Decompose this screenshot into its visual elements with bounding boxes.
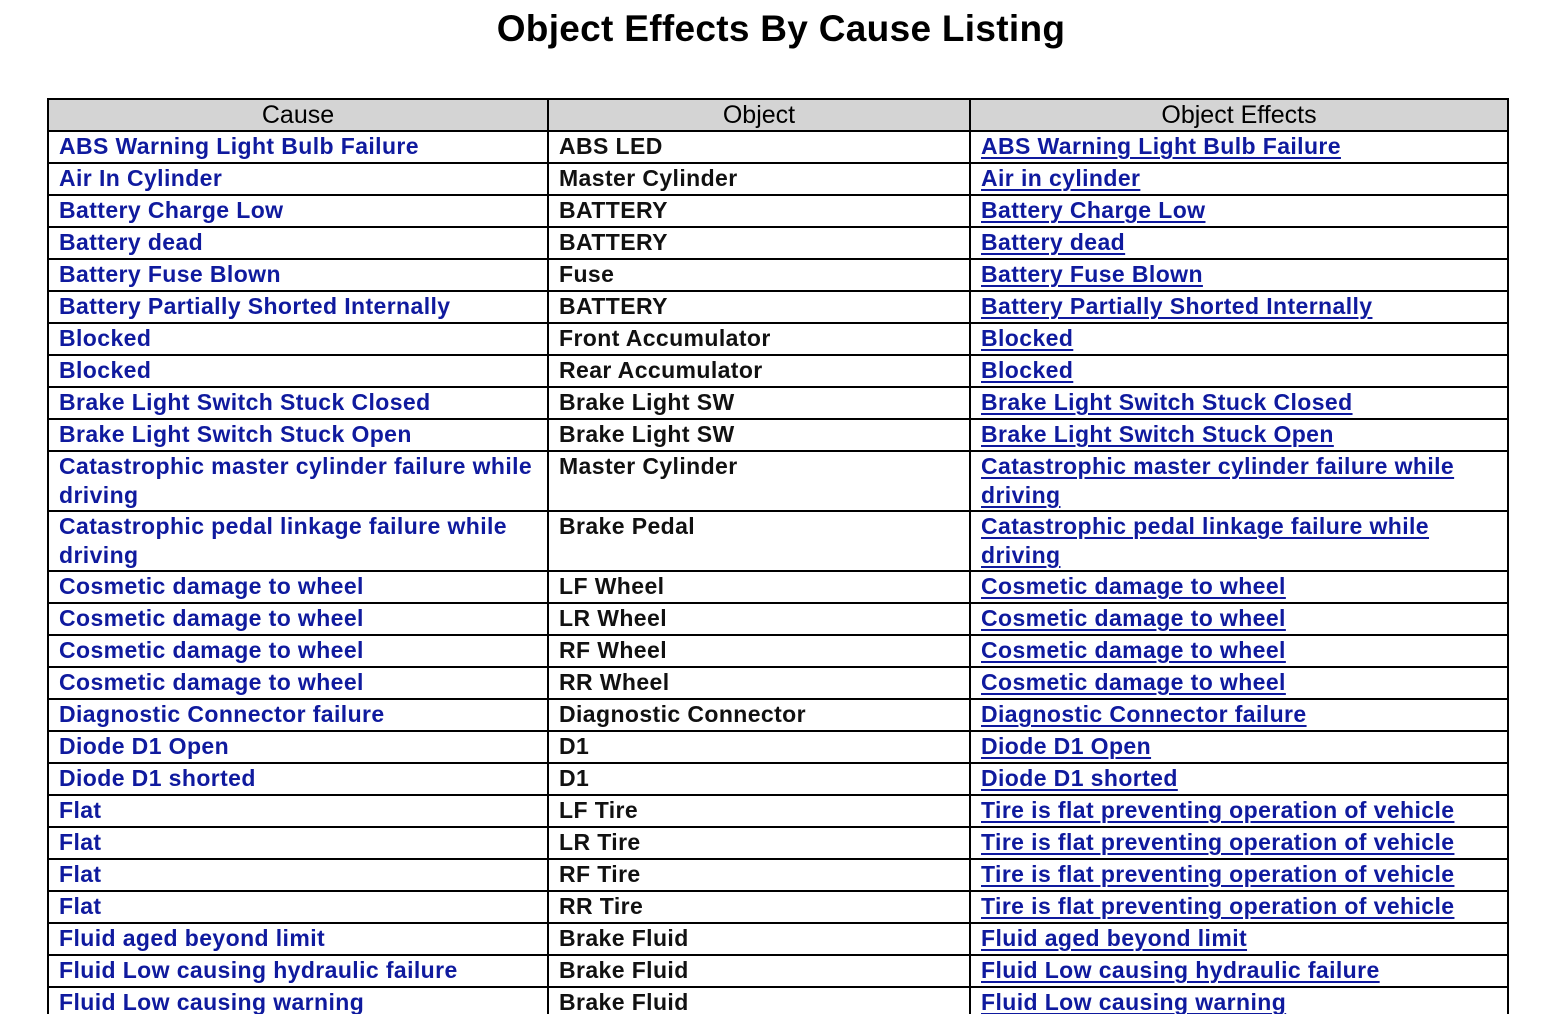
effect-link[interactable]: Tire is flat preventing operation of vehicle [981, 893, 1455, 919]
cause-cell: Cosmetic damage to wheel [48, 635, 548, 667]
effect-cell [970, 923, 1508, 955]
cause-cell: Battery Charge Low [48, 195, 548, 227]
cause-cell: Flat [48, 859, 548, 891]
cause-cell: Brake Light Switch Stuck Closed [48, 387, 548, 419]
effect-cell [970, 699, 1508, 731]
effect-cell [970, 731, 1508, 763]
table-row [48, 667, 1508, 699]
effect-link[interactable]: Blocked [981, 357, 1074, 383]
effect-cell [970, 635, 1508, 667]
effect-cell [970, 667, 1508, 699]
cause-cell: Diode D1 Open [48, 731, 548, 763]
object-cell: Brake Light SW [548, 387, 970, 419]
effect-cell [970, 355, 1508, 387]
table-row [48, 795, 1508, 827]
object-cell: LF Tire [548, 795, 970, 827]
effect-link[interactable]: Battery Charge Low [981, 197, 1206, 223]
effect-cell [970, 571, 1508, 603]
effect-link[interactable]: Tire is flat preventing operation of vehicle [981, 829, 1455, 855]
object-cell: RF Tire [548, 859, 970, 891]
object-cell: D1 [548, 763, 970, 795]
effect-link[interactable]: Diagnostic Connector failure [981, 701, 1307, 727]
table-row [48, 763, 1508, 795]
object-cell: Fuse [548, 259, 970, 291]
effect-link[interactable]: Brake Light Switch Stuck Open [981, 421, 1334, 447]
effect-link[interactable]: Cosmetic damage to wheel [981, 573, 1286, 599]
table-row [48, 419, 1508, 451]
effect-cell [970, 227, 1508, 259]
cause-cell: Flat [48, 795, 548, 827]
effect-cell [970, 291, 1508, 323]
table-row [48, 451, 1508, 511]
effect-link[interactable]: Brake Light Switch Stuck Closed [981, 389, 1353, 415]
cause-cell: Blocked [48, 323, 548, 355]
effect-cell [970, 987, 1508, 1014]
object-cell: Master Cylinder [548, 451, 970, 511]
effect-link[interactable]: Cosmetic damage to wheel [981, 637, 1286, 663]
object-cell: RR Tire [548, 891, 970, 923]
effect-cell [970, 763, 1508, 795]
table-row [48, 603, 1508, 635]
header-object: Object [548, 99, 970, 131]
table-row [48, 131, 1508, 163]
table-row [48, 227, 1508, 259]
effect-cell [970, 827, 1508, 859]
object-cell: Brake Pedal [548, 511, 970, 571]
table-row [48, 987, 1508, 1014]
table-row [48, 195, 1508, 227]
effect-cell [970, 859, 1508, 891]
cause-cell: Fluid Low causing hydraulic failure [48, 955, 548, 987]
table-row [48, 635, 1508, 667]
table-row [48, 355, 1508, 387]
object-cell: BATTERY [548, 291, 970, 323]
object-cell: BATTERY [548, 195, 970, 227]
effect-link[interactable]: Fluid aged beyond limit [981, 925, 1248, 951]
table-row [48, 323, 1508, 355]
object-cell: Brake Fluid [548, 955, 970, 987]
object-cell: Diagnostic Connector [548, 699, 970, 731]
table-row [48, 827, 1508, 859]
object-cell: ABS LED [548, 131, 970, 163]
table-row [48, 571, 1508, 603]
cause-cell: Flat [48, 891, 548, 923]
table-row [48, 699, 1508, 731]
object-cell: LR Tire [548, 827, 970, 859]
table-row [48, 859, 1508, 891]
effect-link[interactable]: Cosmetic damage to wheel [981, 669, 1286, 695]
cause-cell: Battery Fuse Blown [48, 259, 548, 291]
object-cell: Master Cylinder [548, 163, 970, 195]
cause-cell: ABS Warning Light Bulb Failure [48, 131, 548, 163]
effect-cell [970, 387, 1508, 419]
cause-cell: Battery Partially Shorted Internally [48, 291, 548, 323]
page-title: Object Effects By Cause Listing [496, 8, 1066, 49]
cause-cell: Diagnostic Connector failure [48, 699, 548, 731]
effect-link[interactable]: Fluid Low causing warning [981, 989, 1287, 1014]
effect-link[interactable]: Diode D1 shorted [981, 765, 1178, 791]
effect-link[interactable]: Blocked [981, 325, 1074, 351]
table-body [48, 131, 1508, 1014]
effect-link[interactable]: Fluid Low causing hydraulic failure [981, 957, 1380, 983]
object-cell: Brake Fluid [548, 923, 970, 955]
object-cell: D1 [548, 731, 970, 763]
table-row [48, 259, 1508, 291]
cause-cell: Flat [48, 827, 548, 859]
effect-cell [970, 891, 1508, 923]
object-cell: RR Wheel [548, 667, 970, 699]
table-row [48, 511, 1508, 571]
effect-cell [970, 259, 1508, 291]
object-cell: Brake Light SW [548, 419, 970, 451]
object-cell: RF Wheel [548, 635, 970, 667]
object-cell: LR Wheel [548, 603, 970, 635]
table-row [48, 291, 1508, 323]
cause-cell: Cosmetic damage to wheel [48, 603, 548, 635]
cause-cell: Battery dead [48, 227, 548, 259]
effect-cell [970, 131, 1508, 163]
table-row [48, 891, 1508, 923]
cause-table [47, 98, 1509, 1014]
object-cell: Brake Fluid [548, 987, 970, 1014]
effect-link[interactable]: Battery Partially Shorted Internally [981, 293, 1373, 319]
header-cause: Cause [48, 99, 548, 131]
cause-cell: Catastrophic pedal linkage failure while driving [48, 511, 548, 571]
table-row [48, 387, 1508, 419]
effect-cell [970, 419, 1508, 451]
effect-cell [970, 195, 1508, 227]
effect-link[interactable]: Air in cylinder [981, 165, 1141, 191]
effect-link[interactable]: Battery Fuse Blown [981, 261, 1203, 287]
cause-cell: Fluid Low causing warning [48, 987, 548, 1014]
effect-link[interactable]: Catastrophic pedal linkage failure while driving [981, 513, 1430, 568]
table-row [48, 955, 1508, 987]
table-row [48, 923, 1508, 955]
effect-cell [970, 451, 1508, 511]
effect-link[interactable]: Catastrophic master cylinder failure while driving [981, 453, 1455, 508]
cause-cell: Cosmetic damage to wheel [48, 667, 548, 699]
object-cell: Rear Accumulator [548, 355, 970, 387]
cause-cell: Brake Light Switch Stuck Open [48, 419, 548, 451]
header-object-effects: Object Effects [970, 99, 1508, 131]
object-cell: Front Accumulator [548, 323, 970, 355]
cause-table-container [47, 98, 1507, 1014]
table-row [48, 163, 1508, 195]
effect-cell [970, 955, 1508, 987]
effect-link[interactable]: Battery dead [981, 229, 1126, 255]
effect-cell [970, 163, 1508, 195]
effect-cell [970, 603, 1508, 635]
effect-link[interactable]: Tire is flat preventing operation of vehicle [981, 797, 1455, 823]
cause-cell: Fluid aged beyond limit [48, 923, 548, 955]
object-cell: LF Wheel [548, 571, 970, 603]
table-header-row [48, 99, 1508, 131]
effect-cell [970, 323, 1508, 355]
cause-cell: Cosmetic damage to wheel [48, 571, 548, 603]
effect-cell [970, 795, 1508, 827]
effect-link[interactable]: Cosmetic damage to wheel [981, 605, 1286, 631]
table-row [48, 731, 1508, 763]
cause-cell: Air In Cylinder [48, 163, 548, 195]
effect-link[interactable]: Diode D1 Open [981, 733, 1152, 759]
object-cell: BATTERY [548, 227, 970, 259]
cause-cell: Blocked [48, 355, 548, 387]
cause-cell: Catastrophic master cylinder failure while driving [48, 451, 548, 511]
effect-link[interactable]: ABS Warning Light Bulb Failure [981, 133, 1341, 159]
cause-cell: Diode D1 shorted [48, 763, 548, 795]
effect-link[interactable]: Tire is flat preventing operation of vehicle [981, 861, 1455, 887]
effect-cell [970, 511, 1508, 571]
